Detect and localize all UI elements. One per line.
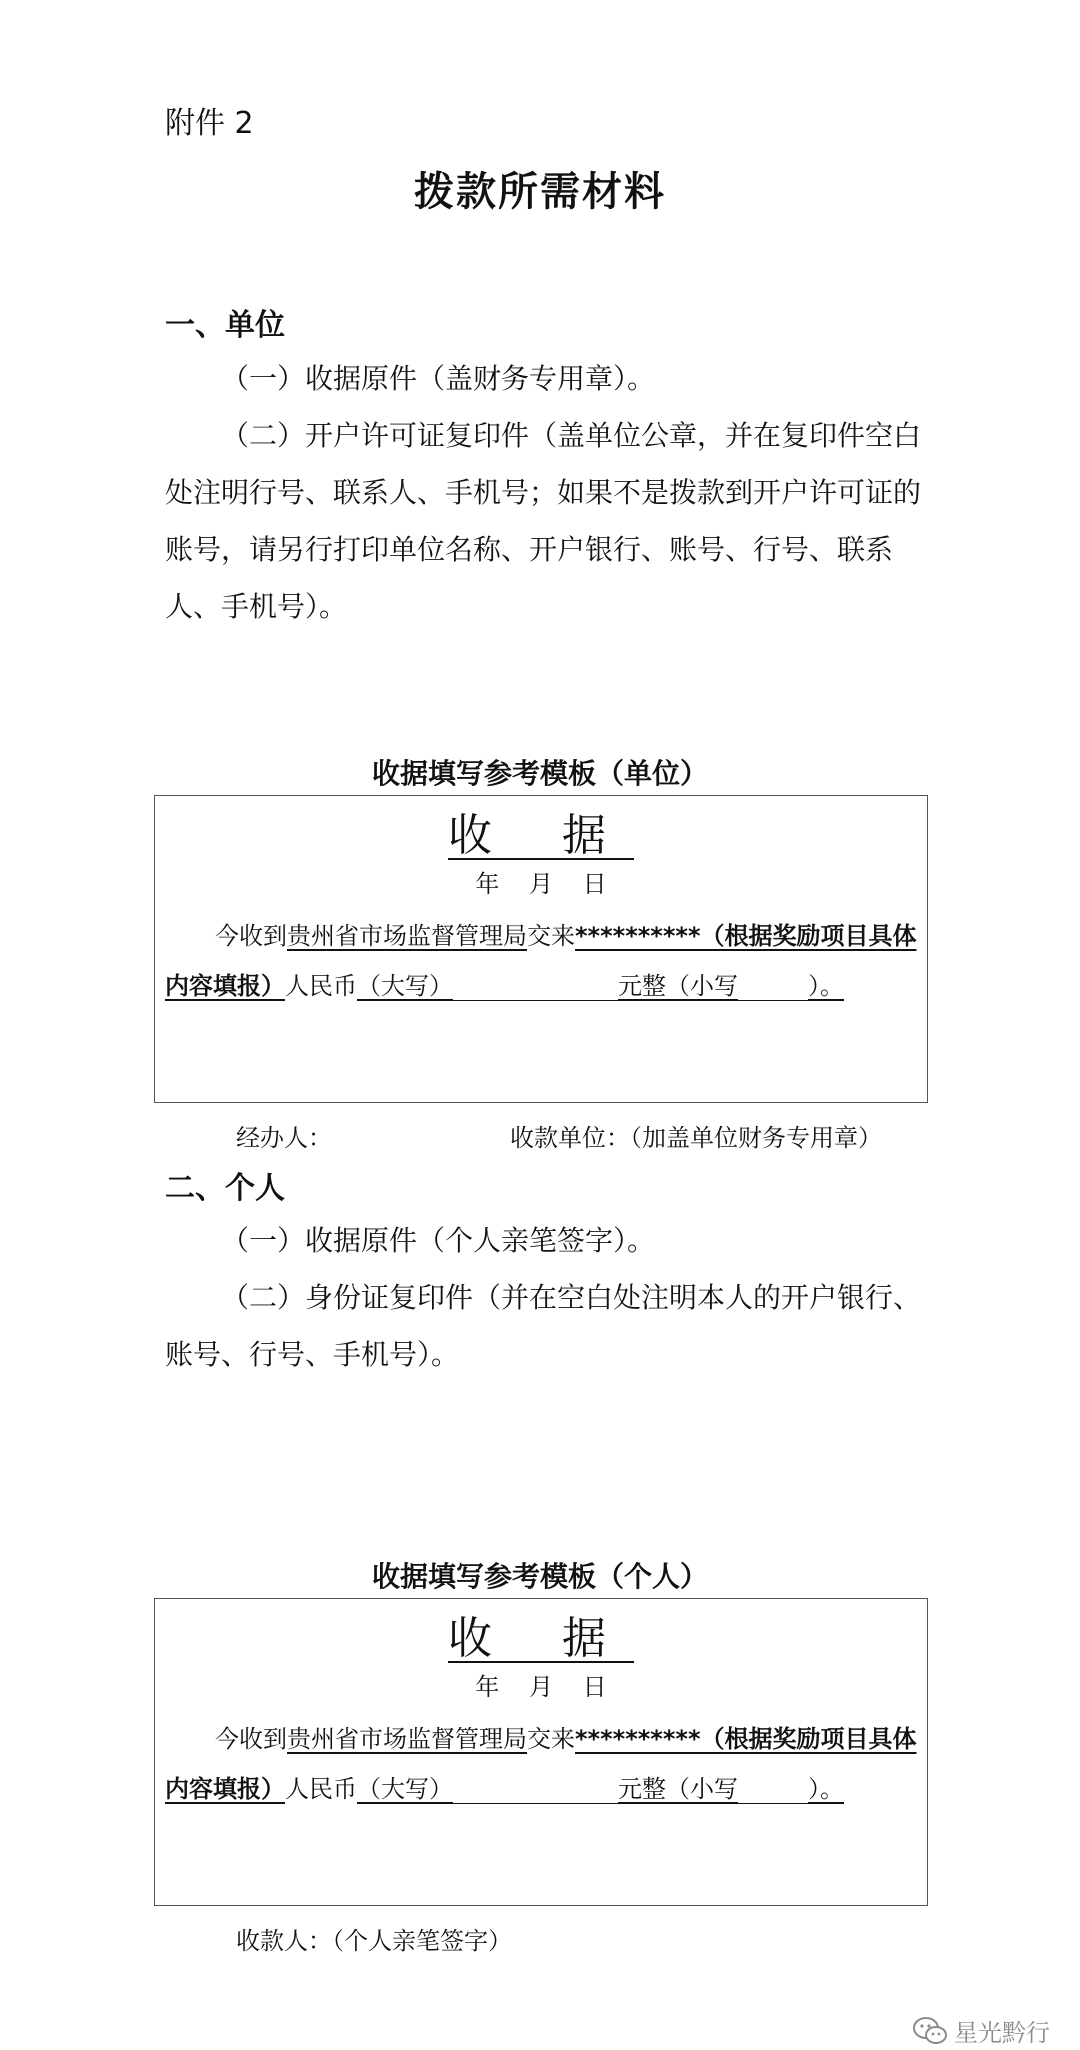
section2-item-1: （一）收据原件（个人亲笔签字）。 <box>221 1224 656 1257</box>
payer-name: 贵州省市场监督管理局 <box>287 922 527 950</box>
receipt-line-2: 内容填报）人民币（大写） 元整（小写 ）。 <box>165 1775 844 1803</box>
note-start: （根据奖励项目具体 <box>700 1725 917 1753</box>
watermark-text: 星光黔行 <box>954 2019 1050 2047</box>
receipt-line-2: 内容填报）人民币（大写） 元整（小写 ）。 <box>165 972 844 1000</box>
watermark <box>912 2013 1050 2048</box>
template2-caption: 收据填写参考模板（个人） <box>371 1560 708 1593</box>
amount-daxie: （大写） <box>357 1775 453 1803</box>
note-end: 内容填报） <box>165 1775 285 1803</box>
note-start: （根据奖励项目具体 <box>700 922 917 950</box>
amount-daxie: （大写） <box>357 972 453 1000</box>
amount-xiaoxie: 元整（小写 <box>618 972 738 1000</box>
section1-item-2: （二）开户许可证复印件（盖单位公章，并在复印件空白处注明行号、联系人、手机号；如果不是拨款到开户许可证的账号，请另行打印单位名称、开户银行、账号、行号、联系人、手机号）。 <box>165 419 922 623</box>
wechat-icon <box>912 2016 948 2046</box>
signer-payee: 收款人：（个人亲笔签字） <box>236 1927 512 1955</box>
receipt-template-personal <box>154 1598 928 1906</box>
payer-name: 贵州省市场监督管理局 <box>287 1725 527 1753</box>
receipt-date-line: 年 月 日 <box>475 870 607 898</box>
section2-heading: 二、个人 <box>165 1171 285 1206</box>
attachment-label: 附件 2 <box>165 106 254 141</box>
section1-item-1: （一）收据原件（盖财务专用章）。 <box>221 362 656 395</box>
section2-item-2: （二）身份证复印件（并在空白处注明本人的开户银行、账号、行号、手机号）。 <box>165 1281 922 1371</box>
template1-caption: 收据填写参考模板（单位） <box>371 757 708 790</box>
receipt-title: 收 据 <box>448 810 634 861</box>
receipt-template-unit <box>154 795 928 1103</box>
page-title: 拨款所需材料 <box>414 169 666 215</box>
stars: ********** <box>575 922 701 950</box>
note-end: 内容填报） <box>165 972 285 1000</box>
receipt-line-1: 今收到贵州省市场监督管理局交来**********（根据奖励项目具体 <box>215 922 917 950</box>
signer-handler: 经办人： <box>236 1124 332 1152</box>
receipt-title: 收 据 <box>448 1613 634 1664</box>
section1-heading: 一、单位 <box>165 308 285 343</box>
receipt-date-line: 年 月 日 <box>475 1673 607 1701</box>
receipt-line-1: 今收到贵州省市场监督管理局交来**********（根据奖励项目具体 <box>215 1725 917 1753</box>
signer-unit: 收款单位：（加盖单位财务专用章） <box>510 1124 882 1152</box>
amount-xiaoxie: 元整（小写 <box>618 1775 738 1803</box>
stars: ********** <box>575 1725 701 1753</box>
